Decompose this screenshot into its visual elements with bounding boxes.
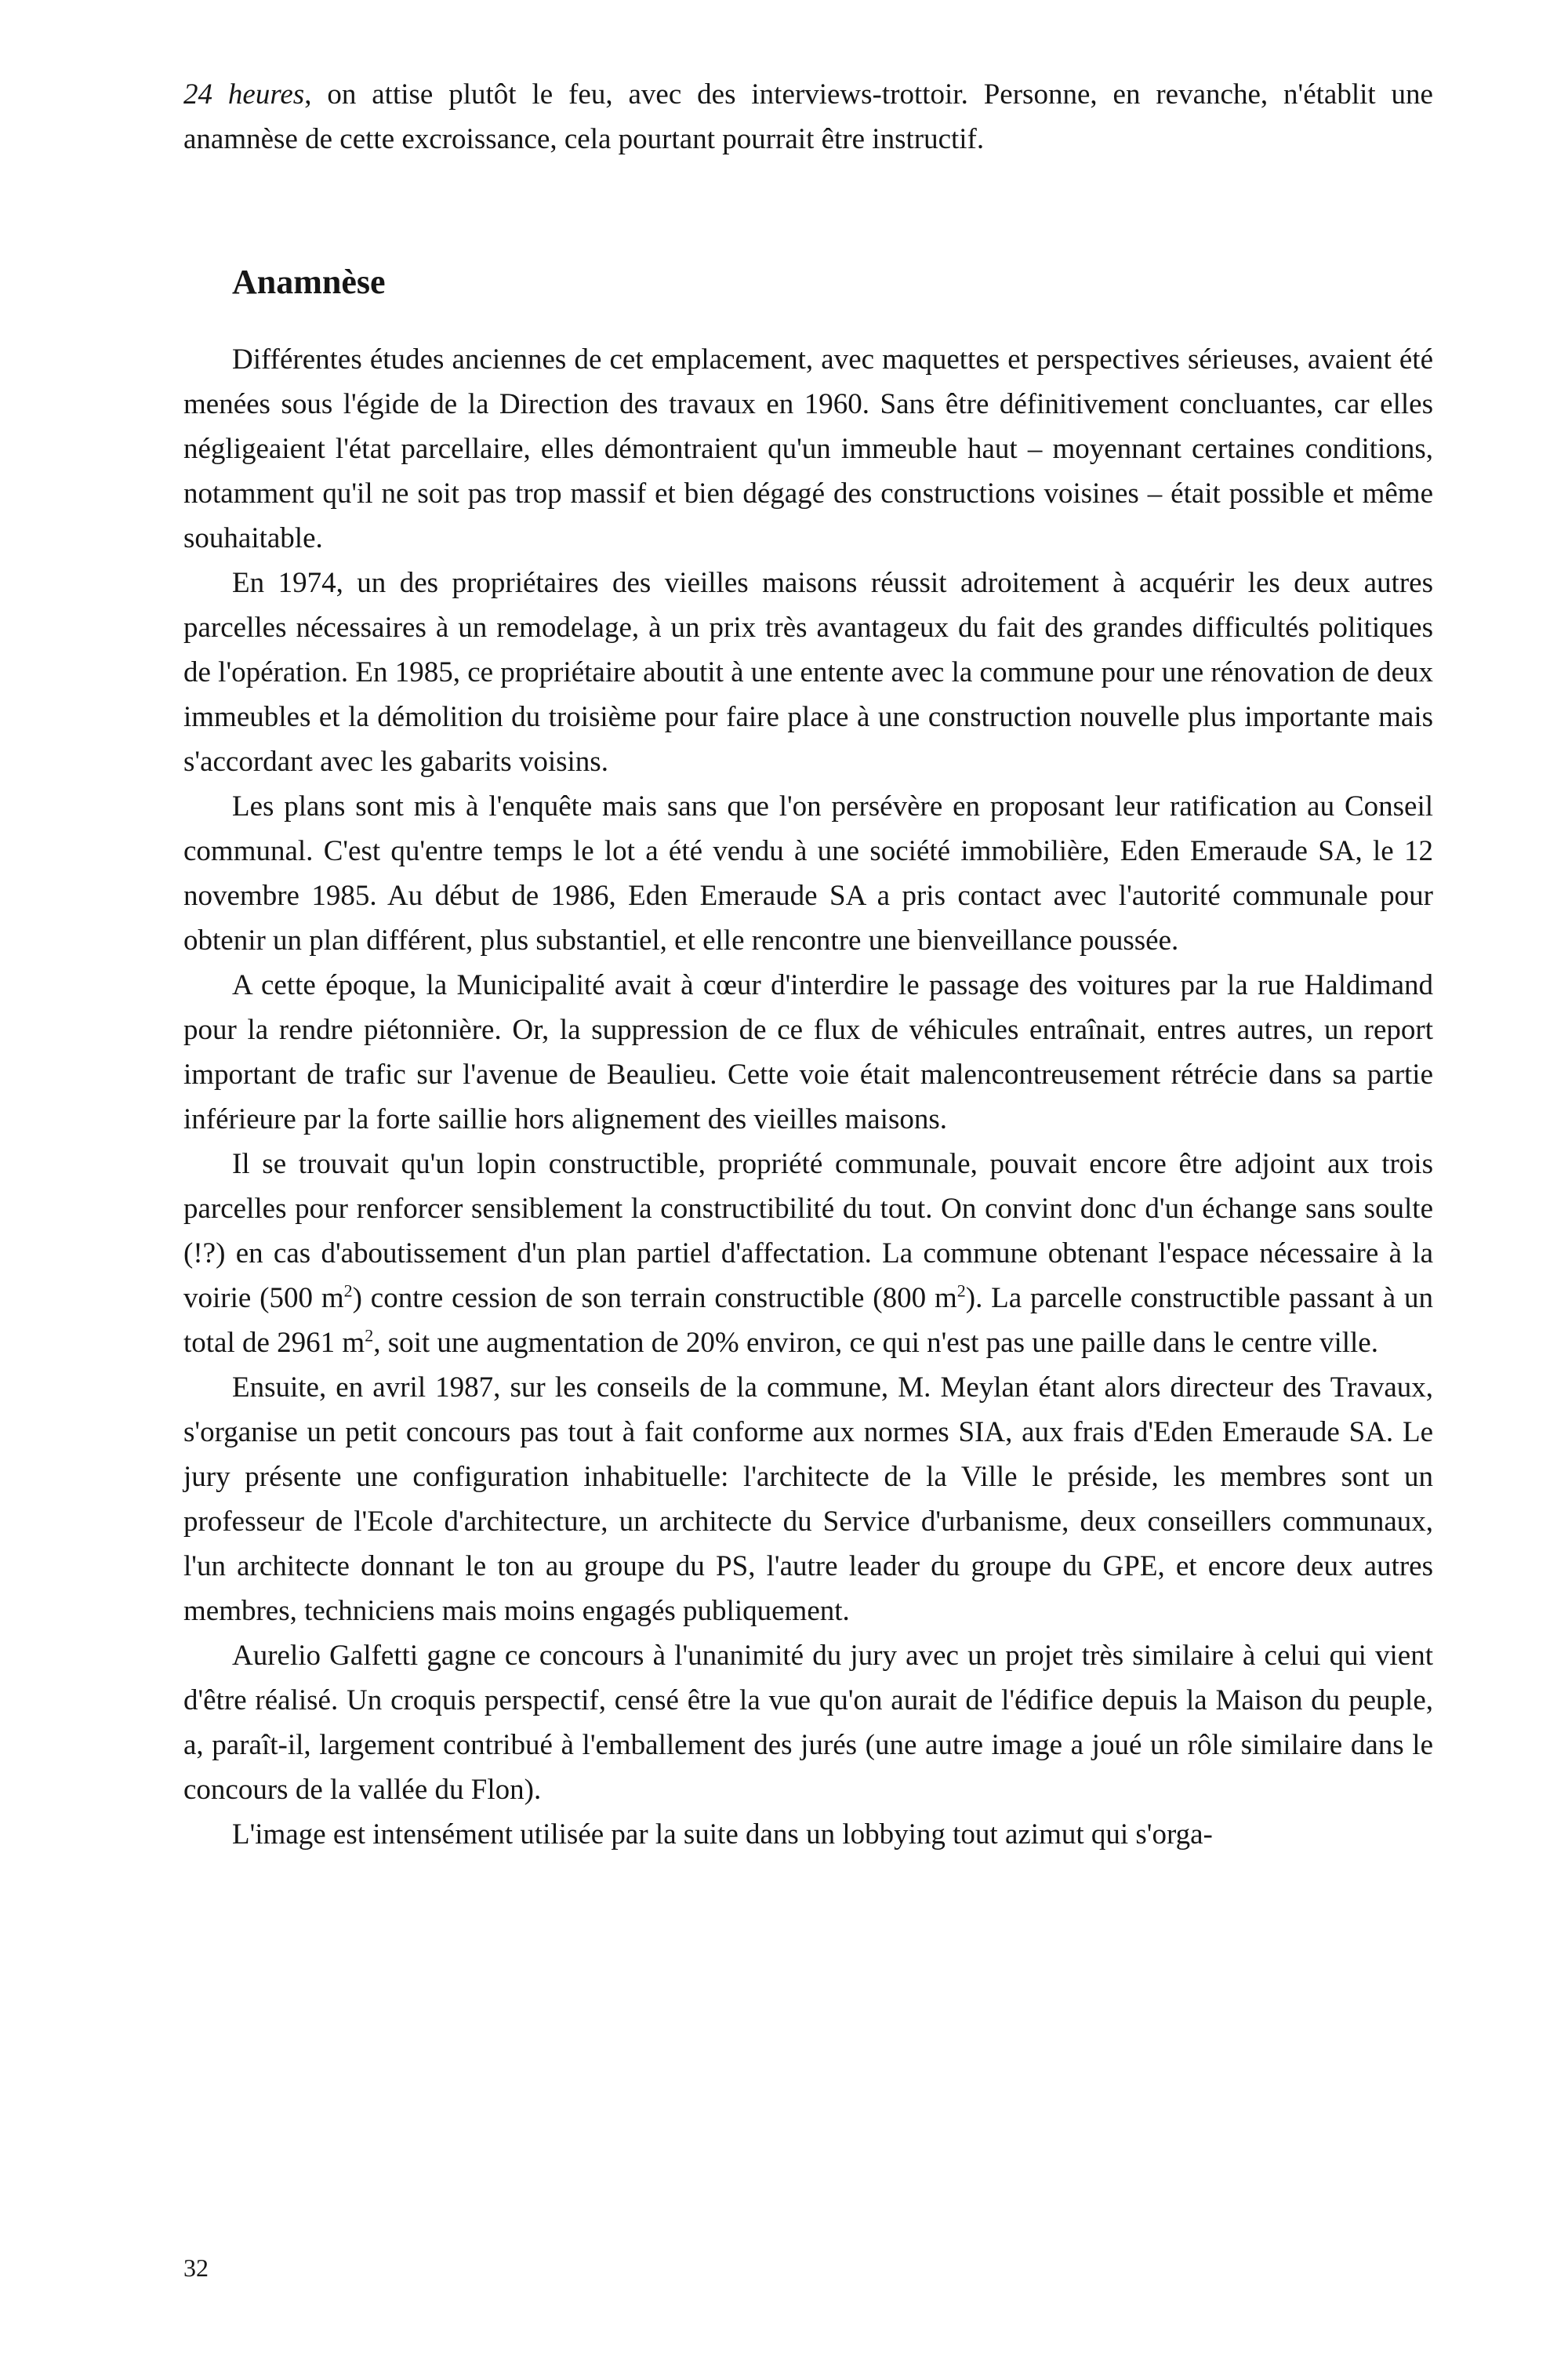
- section-heading: Anamnèse: [232, 263, 386, 301]
- paragraph-3: Les plans sont mis à l'enquête mais sans que l'on persévère en proposant leur ratification au Conseil communal. C'est qu'entre temps le lot a été vendu à une société immobilière, Eden Emeraude SA, le 12 novembre 1985. Au début de 1986, Eden Emeraude SA a pris contact avec l'autorité communale pour obtenir un plan différent, plus substantiel, et elle rencontre une bienveillance poussée.: [183, 790, 1433, 957]
- paragraph-5-part-c: ). La parcelle constructible passant à un total de 2961 m: [183, 1282, 1434, 1359]
- intro-text: [183, 72, 1433, 162]
- superscript-2: 2: [343, 1280, 353, 1301]
- paragraph-6: Ensuite, en avril 1987, sur les conseils de la commune, M. Meylan étant alors directeur des Travaux, s'organise un petit concours pas tout à fait conforme aux normes SIA, aux frais d'Eden Emeraude SA. Le jury présente une configuration inhabituelle: l'architecte de la Ville le préside, les membres sont un professeur de l'Ecole d'architecture, un architecte du Service d'urbanisme, deux conseillers communaux, l'un architecte donnant le ton au groupe du PS, l'autre leader du groupe du GPE, et encore deux autres membres, techniciens mais moins engagés publiquement.: [183, 1371, 1433, 1627]
- paragraph-5-part-b: ) contre cession de son terrain constructible (800 m: [352, 1282, 957, 1314]
- paragraph-5-part-a: Il se trouvait qu'un lopin constructible, propriété communale, pouvait encore être adjoint aux trois parcelles pour renforcer sensiblement la constructibilité du tout. On convint donc d'un échange sans soulte (!?) en cas d'aboutissement d'un plan partiel d'affectation. La commune obtenant l'espace nécessaire à la voirie (500 m: [183, 1148, 1433, 1314]
- paragraph-8: L'image est intensément utilisée par la suite dans un lobbying tout azimut qui s'orga-: [232, 1818, 1213, 1851]
- intro-rest: , on attise plutôt le feu, avec des interviews-trottoir. Personne, en revanche, n'établit une anamnèse de cette excroissance, cela pourtant pourrait être instructif.: [183, 78, 1433, 155]
- paragraph-1: Différentes études anciennes de cet emplacement, avec maquettes et perspectives sérieuses, avaient été menées sous l'égide de la Direction des travaux en 1960. Sans être définitivement concluantes, car elles négligeaient l'état parcellaire, elles démontraient qu'un immeuble haut – moyennant certaines conditions, notamment qu'il ne soit pas trop massif et bien dégagé des constructions voisines – était possible et même souhaitable.: [183, 343, 1433, 554]
- section-body: [183, 337, 1433, 1857]
- newspaper-title: 24 heures: [183, 78, 305, 111]
- intro-paragraph: [183, 72, 1433, 162]
- paragraph-5-part-d: , soit une augmentation de 20% environ, ce qui n'est pas une paille dans le centre ville.: [373, 1327, 1378, 1359]
- paragraph-5: [183, 1142, 1433, 1365]
- paragraph-2: En 1974, un des propriétaires des vieilles maisons réussit adroitement à acquérir les deux autres parcelles nécessaires à un remodelage, à un prix très avantageux du fait des grandes difficultés politiques de l'opération. En 1985, ce propriétaire aboutit à une entente avec la commune pour une rénovation de deux immeubles et la démolition du troisième pour faire place à une construction nouvelle plus importante mais s'accordant avec les gabarits voisins.: [183, 567, 1433, 778]
- superscript-2: 2: [365, 1325, 374, 1346]
- paragraph-7: Aurelio Galfetti gagne ce concours à l'unanimité du jury avec un projet très similaire à celui qui vient d'être réalisé. Un croquis perspectif, censé être la vue qu'on aurait de l'édifice depuis la Maison du peuple, a, paraît-il, largement contribué à l'emballement des jurés (une autre image a joué un rôle similaire dans le concours de la vallée du Flon).: [183, 1640, 1433, 1806]
- paragraph-4: A cette époque, la Municipalité avait à cœur d'interdire le passage des voitures par la rue Haldimand pour la rendre piétonnière. Or, la suppression de ce flux de véhicules entraînait, entres autres, un report important de trafic sur l'avenue de Beaulieu. Cette voie était malencontreusement rétrécie dans sa partie inférieure par la forte saillie hors alignement des vieilles maisons.: [183, 969, 1433, 1135]
- superscript-2: 2: [956, 1280, 966, 1301]
- page-number: 32: [183, 2254, 209, 2282]
